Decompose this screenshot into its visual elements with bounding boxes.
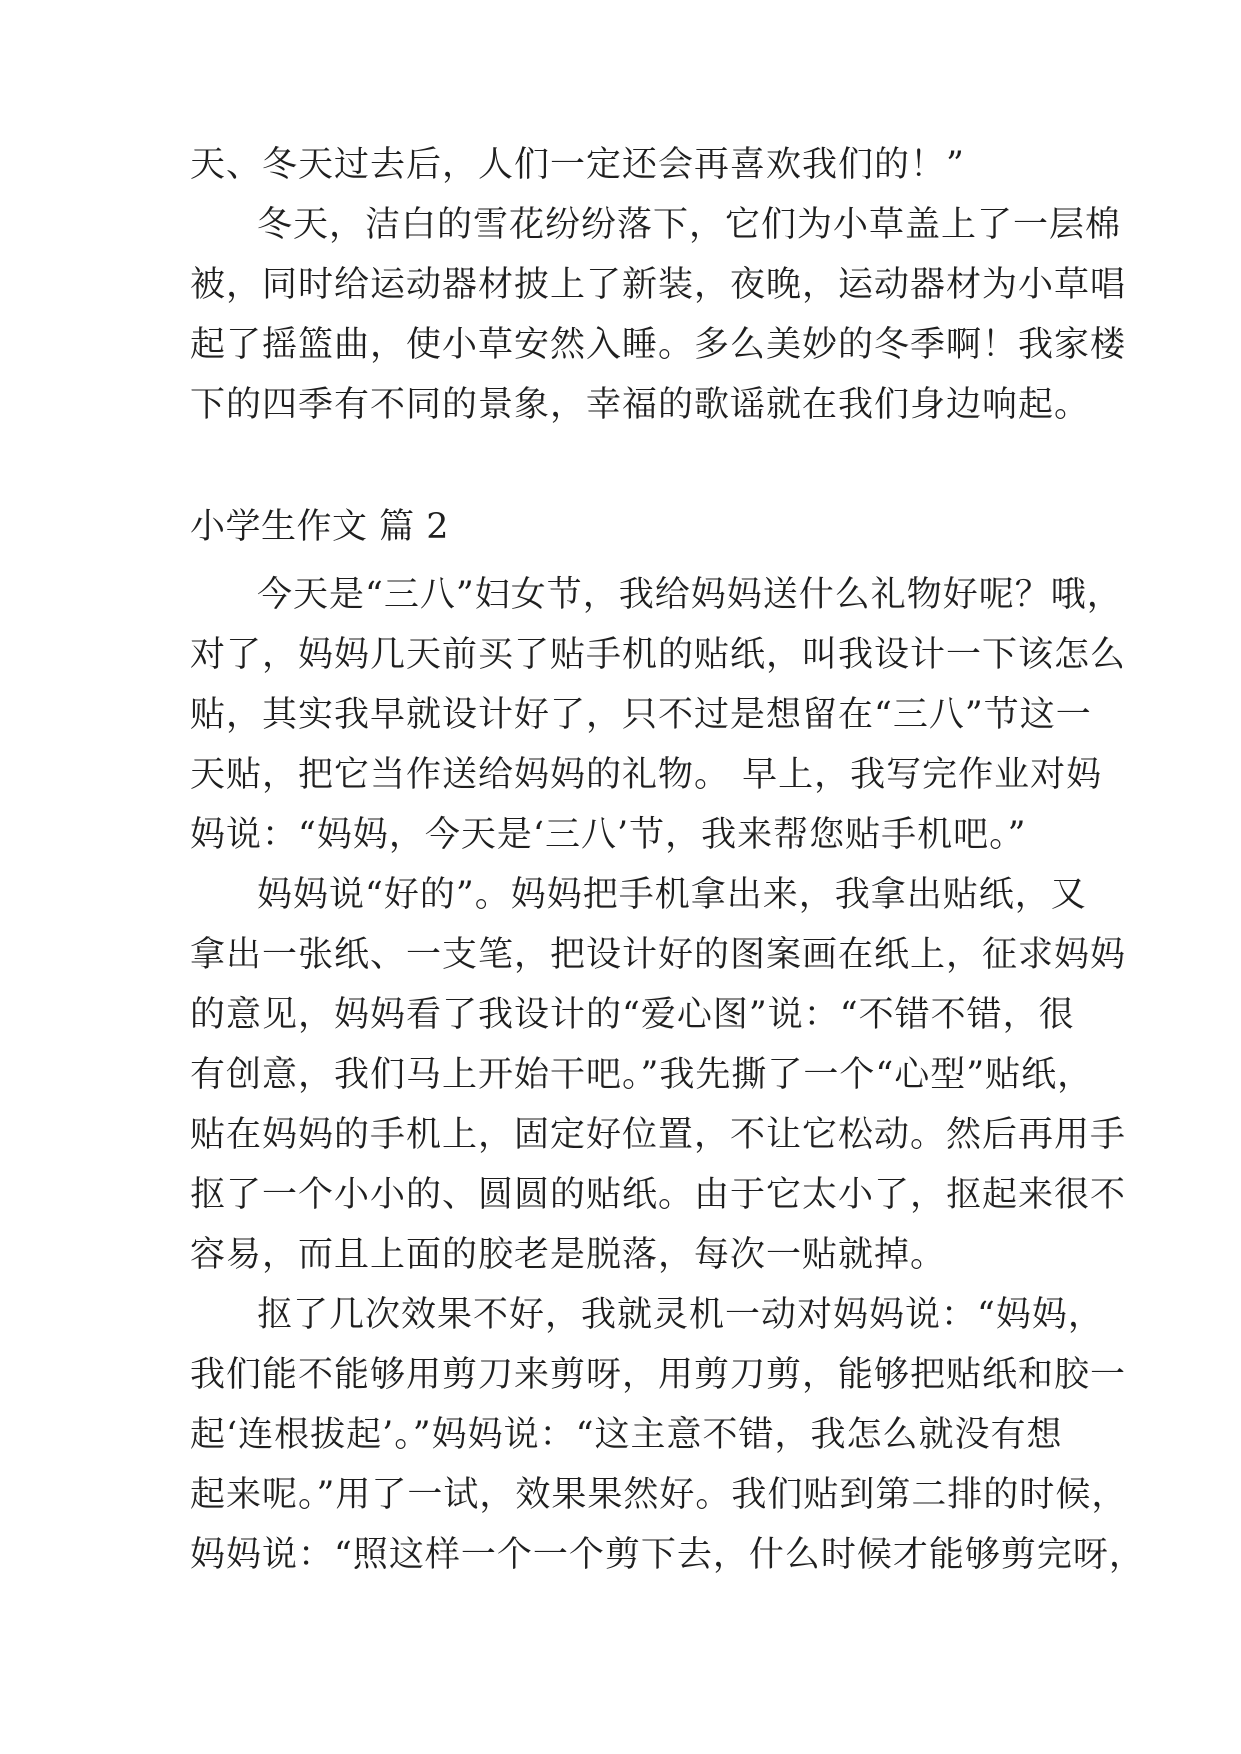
paragraph-line: 对了，妈妈几天前买了贴手机的贴纸，叫我设计一下该怎么 <box>190 635 1127 675</box>
paragraph-line: 下的四季有不同的景象，幸福的歌谣就在我们身边响起。 <box>190 385 1091 425</box>
paragraph-line: 拿出一张纸、一支笔，把设计好的图案画在纸上，征求妈妈 <box>190 935 1127 975</box>
paragraph-line: 的意见，妈妈看了我设计的“爱心图”说：“不错不错，很 <box>190 995 1075 1035</box>
paragraph-line: 妈妈说“好的”。妈妈把手机拿出来，我拿出贴纸，又 <box>257 875 1087 915</box>
paragraph-line: 起来呢。”用了一试，效果果然好。我们贴到第二排的时候， <box>190 1475 1128 1515</box>
paragraph-line: 有创意，我们马上开始干吧。”我先撕了一个“心型”贴纸， <box>190 1055 1094 1095</box>
paragraph-line: 今天是“三八”妇女节，我给妈妈送什么礼物好呢？哦， <box>257 575 1123 615</box>
paragraph-line: 天贴，把它当作送给妈妈的礼物。 早上，我写完作业对妈 <box>190 755 1103 795</box>
paragraph-line: 起了摇篮曲，使小草安然入睡。多么美妙的冬季啊！我家楼 <box>190 325 1127 365</box>
paragraph-line: 我们能不能够用剪刀来剪呀，用剪刀剪，能够把贴纸和胶一 <box>190 1355 1127 1395</box>
paragraph-line: 妈说：“妈妈，今天是‘三八’节，我来帮您贴手机吧。” <box>190 815 1027 855</box>
paragraph-line: 被，同时给运动器材披上了新装，夜晚，运动器材为小草唱 <box>190 265 1127 305</box>
paragraph-line: 贴，其实我早就设计好了，只不过是想留在“三八”节这一 <box>190 695 1092 735</box>
section-heading: 小学生作文 篇 2 <box>190 507 450 547</box>
paragraph-line: 容易，而且上面的胶老是脱落，每次一贴就掉。 <box>190 1235 947 1275</box>
paragraph-line: 冬天，洁白的雪花纷纷落下，它们为小草盖上了一层棉 <box>257 205 1122 245</box>
paragraph-line: 抠了一个小小的、圆圆的贴纸。由于它太小了，抠起来很不 <box>190 1175 1127 1215</box>
paragraph-line: 起‘连根拔起’。”妈妈说：“这主意不错，我怎么就没有想 <box>190 1415 1063 1455</box>
paragraph-line: 天、冬天过去后，人们一定还会再喜欢我们的！” <box>190 145 965 185</box>
paragraph-line: 抠了几次效果不好，我就灵机一动对妈妈说：“妈妈， <box>257 1295 1104 1335</box>
paragraph-line: 妈妈说：“照这样一个一个剪下去，什么时候才能够剪完呀， <box>190 1535 1145 1575</box>
paragraph-line: 贴在妈妈的手机上，固定好位置，不让它松动。然后再用手 <box>190 1115 1127 1155</box>
